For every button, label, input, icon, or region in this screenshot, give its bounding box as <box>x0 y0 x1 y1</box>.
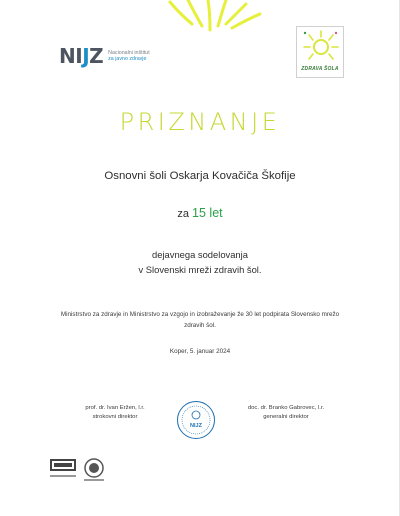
nijz-logo-text <box>108 50 150 63</box>
nijz-logo <box>59 44 150 68</box>
iso-certification-icon <box>84 459 104 481</box>
sun-logo-icon <box>297 27 343 65</box>
sun-rays-decoration <box>150 0 270 40</box>
zdrava-sola-logo <box>296 26 344 78</box>
zdrava-sola-caption: ZDRAVA ŠOLA <box>301 66 339 72</box>
years-prefix: za <box>177 208 189 220</box>
ministry-support-text: Ministrstvo za zdravje in Ministrstvo za vzgojo in izobraževanje že 30 let podpirata Slovensko mrežo zdravih šol. <box>60 311 340 329</box>
signature-left <box>55 404 175 422</box>
place-date: Koper, 5. januar 2024 <box>169 348 231 355</box>
signature-left-role: strokovni direktor <box>92 414 138 421</box>
years-value: 15 let <box>192 206 223 220</box>
signature-right-name: doc. dr. Branko Gabrovec, l.r. <box>247 405 325 411</box>
participation-text <box>0 248 400 277</box>
years-line <box>0 206 400 220</box>
signature-right <box>226 404 346 422</box>
recipient-name: Osnovni šoli Oskarja Kovačiča Škofije <box>104 170 296 182</box>
signature-left-name: prof. dr. Ivan Eržen, l.r. <box>85 405 145 411</box>
participation-line1: dejavnega sodelovanja <box>152 249 248 260</box>
sist-certification-icon <box>50 459 76 477</box>
participation-line2: v Slovenski mreži zdravih šol. <box>138 263 262 275</box>
signature-right-role: generalni direktor <box>263 414 309 421</box>
nijz-seal-stamp <box>176 400 216 440</box>
certificate-title: PRIZNANJE <box>119 108 281 136</box>
nijz-logo-line1: Nacionalni inštitut <box>108 49 150 56</box>
seal-text: NIJZ <box>190 423 202 429</box>
certification-logos <box>50 456 112 484</box>
nijz-logo-mark: NIJZ <box>59 44 104 68</box>
nijz-logo-line2: za javno zdravje <box>108 56 147 62</box>
